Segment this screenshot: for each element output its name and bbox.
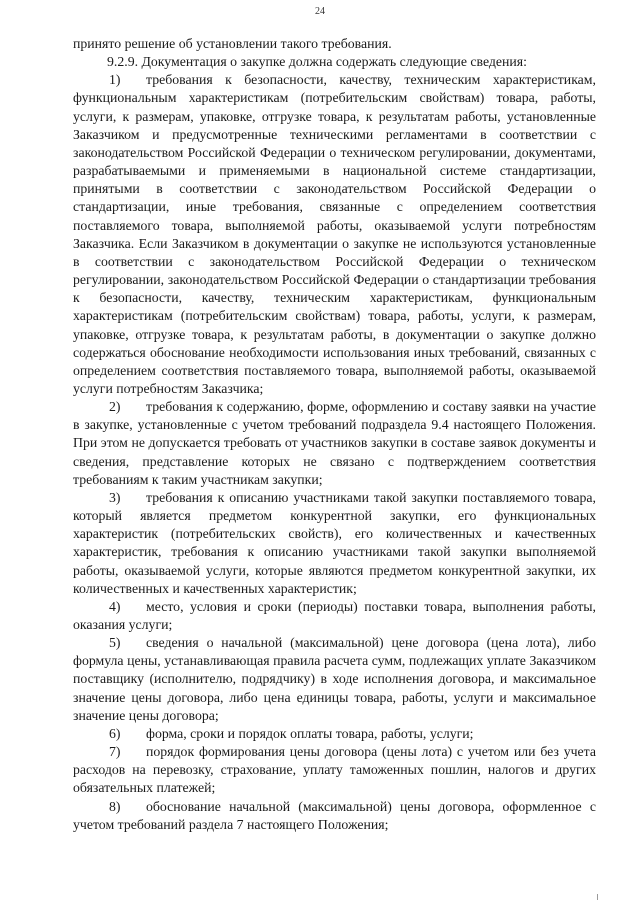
list-item-text: требования к безопасности, качеству, техническим характеристикам, функциональным характеристикам (потребительским свойствам) товара, работы, услуги, к размерам, упаковке, отгрузке товара, к результатам работы, установленные Заказчиком и предусмотренные техническими регламентами в соответствии с законодательством Российской Федерации о техническом регулировании, документами, разрабатываемыми и применяемыми в национальной системе стандартизации, принятыми в соответствии с законодательством Российской Федерации о стандартизации, иные требования, связанные с определением соответствия поставляемого товара, выполняемой работы, оказываемой услуги потребностям Заказчика. Если Заказчиком в документации о закупке не используются установленные в соответствии с законодательством Российской Федерации о техническом регулировании, законодательством Российской Федерации о стандартизации требования к безопасности, качеству, техническим характеристикам, функциональным характеристикам (потребительским свойствам) товара, работы, услуги, к размерам, упаковке, отгрузке товара, к результатам работы, в документации о закупке должно содержаться обоснование необходимости использования иных требований, связанных с определением соответствия поставляемого товара, выполняемой работы, оказываемой услуги потребностям Заказчика; <box>73 72 596 396</box>
list-item-number: 7) <box>109 744 121 760</box>
list-item-number: 4) <box>109 598 121 614</box>
list-item-number: 6) <box>109 725 121 741</box>
section-heading: 9.2.9. Документация о закупке должна содержать следующие сведения: <box>107 54 527 70</box>
list-item-text: место, условия и сроки (периоды) поставки товара, выполнения работы, оказания услуги; <box>73 598 596 632</box>
list-item-number: 3) <box>109 489 121 505</box>
list-item <box>73 743 596 797</box>
scan-mark <box>597 894 598 900</box>
list-item <box>73 398 596 489</box>
list-item <box>73 634 596 725</box>
list-item <box>73 598 596 634</box>
list-item-number: 2) <box>109 399 121 415</box>
list-item-text: требования к содержанию, форме, оформлению и составу заявки на участие в закупке, установленные с учетом требований подраздела 9.4 настоящего Положения. При этом не допускается требовать от участников закупки в составе заявок документы и сведения, представление которых не связано с подтверждением соответствия требованиям к таким участникам закупки; <box>73 399 596 487</box>
list-item-text: сведения о начальной (максимальной) цене договора (цена лота), либо формула цены, устанавливающая правила расчета сумм, подлежащих уплате Заказчиком поставщику (исполнителю, подрядчику) в ходе исполнения договора, и максимальное значение цены договора, либо цена единицы товара, работы, услуги и максимальное значение цены договора; <box>73 635 596 723</box>
list-item-text: требования к описанию участниками такой закупки поставляемого товара, который является предметом конкурентной закупки, его функциональных характеристик (потребительских свойств), его количественных и качественных характеристик, требования к описанию участниками такой закупки выполняемой работы, оказываемой услуги, которые являются предметом конкурентной закупки, их количественных и качественных характеристик; <box>73 489 596 596</box>
list-item <box>73 71 596 398</box>
document-body <box>73 35 596 834</box>
list-item <box>73 725 596 743</box>
list-item-text: обоснование начальной (максимальной) цены договора, оформленное с учетом требований раздела 7 настоящего Положения; <box>73 798 596 832</box>
list-item <box>73 489 596 598</box>
list-item-number: 5) <box>109 635 121 651</box>
list-item-text: форма, сроки и порядок оплаты товара, работы, услуги; <box>146 725 474 741</box>
list-item <box>73 798 596 834</box>
page-number: 24 <box>315 6 325 17</box>
list-item-number: 8) <box>109 798 121 814</box>
list-item-number: 1) <box>109 72 121 88</box>
list-item-text: порядок формирования цены договора (цены лота) с учетом или без учета расходов на перевозку, страхование, уплату таможенных пошлин, налогов и других обязательных платежей; <box>73 744 596 796</box>
intro-paragraph: принято решение об установлении такого требования. <box>73 36 392 51</box>
